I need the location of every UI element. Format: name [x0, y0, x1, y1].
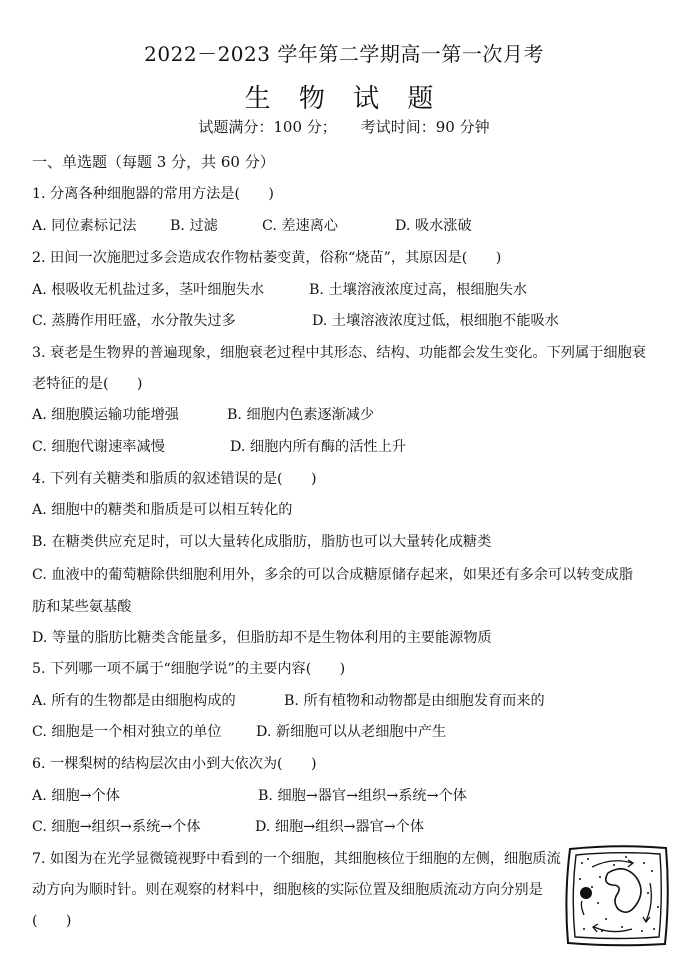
section-heading: 一、单选题（每题 3 分，共 60 分）: [32, 153, 275, 171]
question-stem: 3. 衰老是生物界的普遍现象，细胞衰老过程中其形态、结构、功能都会发生变化。下列属于细胞衰: [32, 345, 646, 361]
question-stem: 1. 分离各种细胞器的常用方法是( ): [32, 186, 274, 202]
question-stem-cont: ( ): [32, 913, 72, 929]
question-stem-cont: 动方向为顺时针。则在观察的材料中，细胞核的实际位置及细胞质流动方向分别是: [32, 882, 543, 898]
question-stem: 4. 下列有关糖类和脂质的叙述错误的是( ): [32, 471, 317, 487]
option-a: A. 所有的生物都是由细胞构成的: [32, 693, 236, 709]
option-b: B. 土壤溶液浓度过高，根细胞失水: [309, 282, 528, 298]
exam-title: 2022－2023 学年第二学期高一第一次月考: [144, 42, 544, 66]
option-c: C. 细胞→组织→系统→个体: [32, 819, 201, 835]
option-a: A. 细胞中的糖类和脂质是可以相互转化的: [32, 502, 293, 518]
score-info: 试题满分：100 分；: [198, 118, 337, 136]
plant-cell-figure: [562, 843, 672, 949]
exam-info: [0, 116, 688, 137]
time-info: 考试时间：90 分钟: [360, 118, 490, 136]
option-b: B. 细胞内色素逐渐减少: [227, 407, 375, 423]
question-stem: 5. 下列哪一项不属于“细胞学说”的主要内容( ): [32, 661, 346, 677]
option-b: B. 在糖类供应充足时，可以大量转化成脂肪，脂肪也可以大量转化成糖类: [32, 534, 492, 550]
option-c: C. 血液中的葡萄糖除供细胞利用外，多余的可以合成糖原储存起来，如果还有多余可以转变成脂: [32, 567, 634, 583]
option-c: C. 蒸腾作用旺盛，水分散失过多: [32, 313, 236, 329]
plant-cell-icon: [562, 843, 672, 949]
option-c: C. 细胞是一个相对独立的单位: [32, 724, 222, 740]
question-stem: 7. 如图为在光学显微镜视野中看到的一个细胞，其细胞核位于细胞的左侧，细胞质流: [32, 851, 561, 867]
option-b: B. 所有植物和动物都是由细胞发育而来的: [284, 693, 545, 709]
question-stem-cont: 老特征的是( ): [32, 376, 143, 392]
subject-title: 生 物 试 题: [244, 84, 444, 114]
option-b: B. 细胞→器官→组织→系统→个体: [258, 788, 467, 804]
option-a: A. 细胞膜运输功能增强: [32, 407, 179, 423]
option-d: D. 吸水涨破: [395, 218, 472, 234]
option-a: A. 同位素标记法: [32, 218, 137, 234]
option-d: D. 等量的脂肪比糖类含能量多，但脂肪却不是生物体利用的主要能源物质: [32, 630, 492, 646]
option-d: D. 细胞内所有酶的活性上升: [230, 439, 406, 455]
option-c: C. 细胞代谢速率减慢: [32, 439, 165, 455]
option-d: D. 新细胞可以从老细胞中产生: [256, 724, 447, 740]
option-a: A. 细胞→个体: [32, 788, 120, 804]
option-c-cont: 肪和某些氨基酸: [32, 599, 132, 615]
question-stem: 6. 一棵梨树的结构层次由小到大依次为( ): [32, 756, 317, 772]
option-c: C. 差速离心: [262, 218, 339, 234]
option-b: B. 过滤: [170, 218, 218, 234]
option-d: D. 细胞→组织→器官→个体: [255, 819, 425, 835]
question-stem: 2. 田间一次施肥过多会造成农作物枯萎变黄，俗称“烧苗”，其原因是( ): [32, 250, 502, 266]
option-d: D. 土壤溶液浓度过低，根细胞不能吸水: [312, 313, 559, 329]
option-a: A. 根吸收无机盐过多，茎叶细胞失水: [32, 282, 265, 298]
